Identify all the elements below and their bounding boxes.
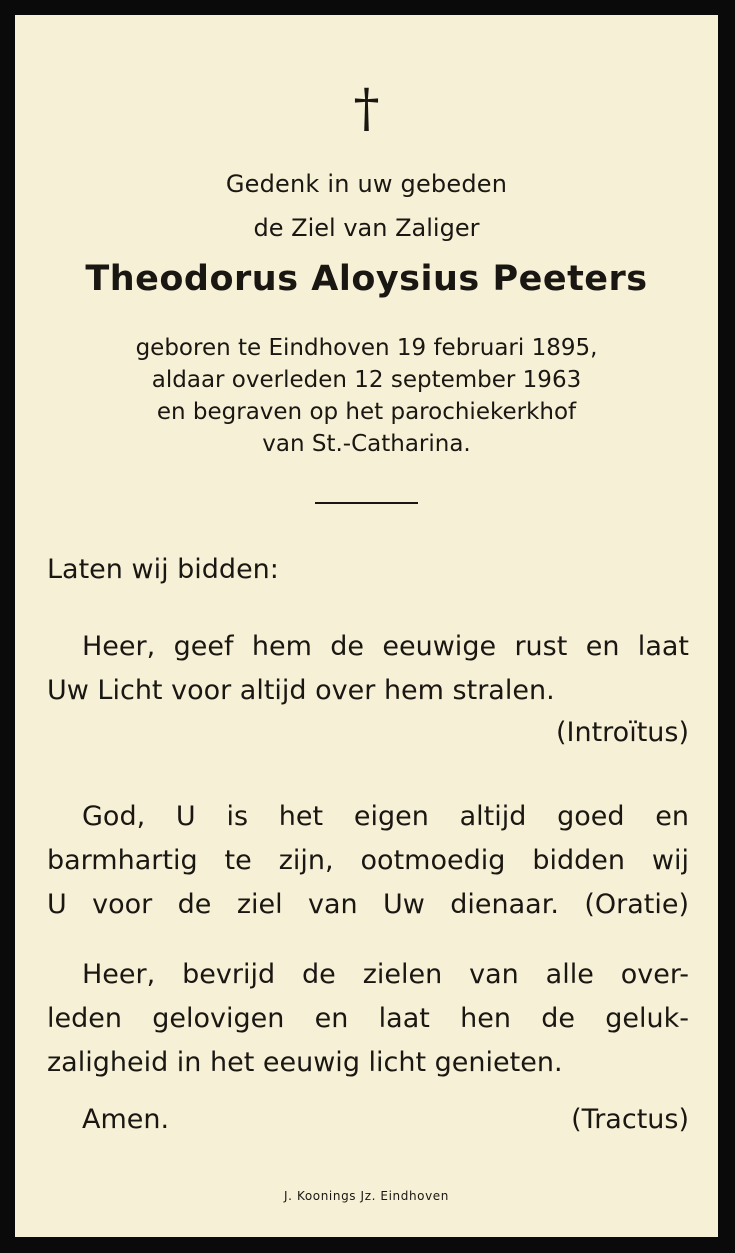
detail-line-death: aldaar overleden 12 september 1963	[151, 367, 582, 393]
deceased-name: Theodorus Aloysius Peeters	[85, 259, 648, 299]
prayer-line: God, U is het eigen altijd goed en	[82, 801, 689, 832]
printer-credit: J. Koonings Jz. Eindhoven	[284, 1189, 449, 1203]
intro-line-1: Gedenk in uw gebeden	[225, 170, 508, 198]
prayer-intro: Laten wij bidden:	[47, 554, 279, 585]
prayer-line: U voor de ziel van Uw dienaar. (Oratie)	[47, 889, 689, 920]
prayer-line: Heer, geef hem de eeuwige rust en laat	[82, 631, 689, 662]
cross-icon: †	[353, 79, 380, 139]
divider-line	[315, 502, 418, 504]
detail-line-parish: van St.-Catharina.	[262, 431, 471, 457]
prayer-oratie	[47, 795, 689, 927]
prayer-introitus	[47, 625, 689, 713]
prayer-line: zaligheid in het eeuwig licht genieten.	[47, 1047, 563, 1078]
detail-line-burial: en begraven op het parochiekerkhof	[156, 399, 577, 425]
intro-line-2: de Ziel van Zaliger	[253, 214, 480, 242]
prayer-tractus	[47, 953, 689, 1085]
prayer-line: Heer, bevrijd de zielen van alle over-	[82, 959, 689, 990]
memorial-card	[15, 15, 718, 1237]
source-tractus: (Tractus)	[571, 1104, 689, 1135]
prayer-line: leden gelovigen en laat hen de geluk-	[47, 1003, 689, 1034]
amen-text: Amen.	[82, 1104, 170, 1135]
prayer-line: barmhartig te zijn, ootmoedig bidden wij	[47, 845, 689, 876]
prayer-line: Uw Licht voor altijd over hem stralen.	[47, 675, 555, 706]
detail-line-birth: geboren te Eindhoven 19 februari 1895,	[135, 335, 598, 361]
source-introitus: (Introïtus)	[555, 717, 689, 748]
